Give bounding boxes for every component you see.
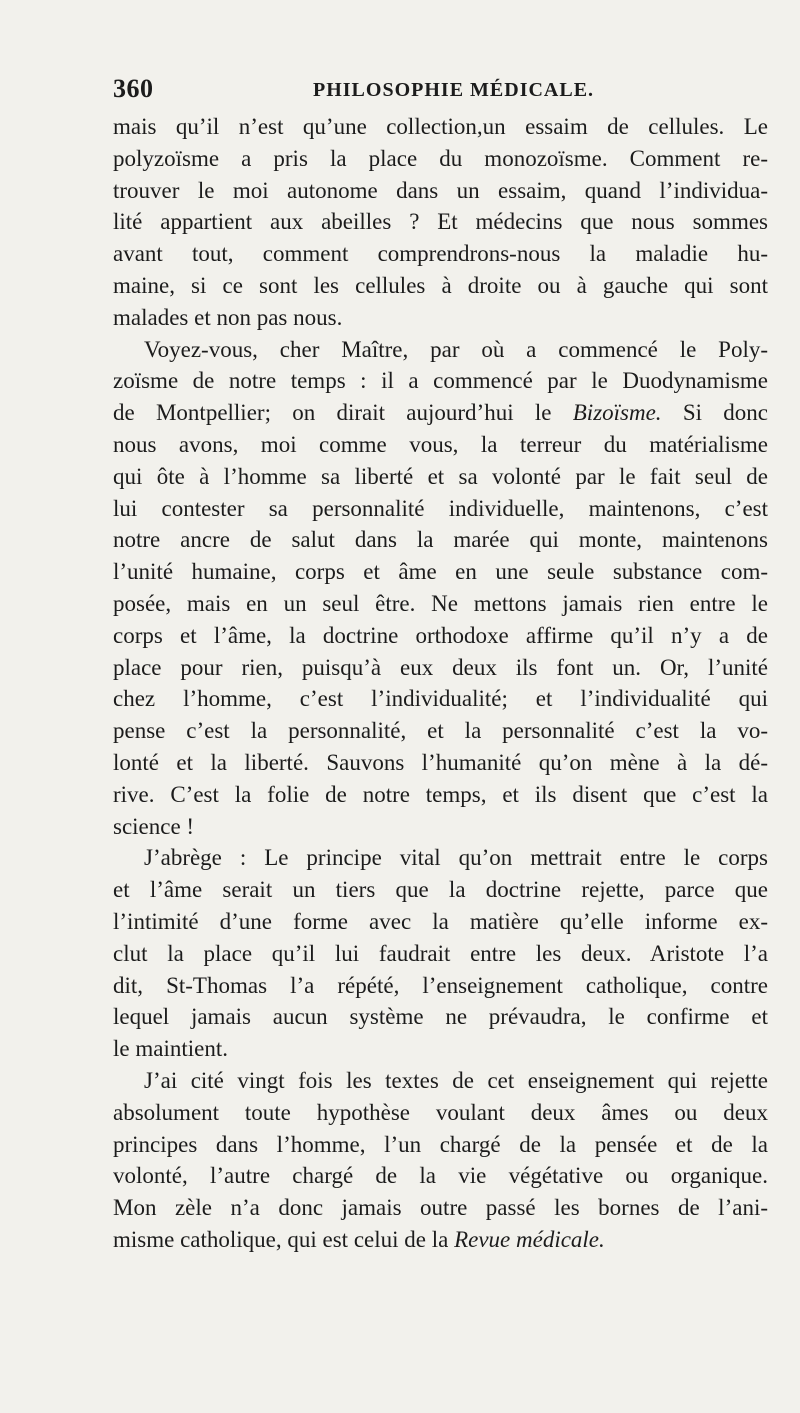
line-text-before: de Montpellier; on dirait aujourd’hui le <box>113 400 573 426</box>
text-line: lité appartient aux abeilles ? Et médecins que nous sommes <box>113 209 768 235</box>
text-line: rive. C’est la folie de notre temps, et ils disent que c’est la <box>113 781 768 807</box>
text-line: lui contester sa personnalité individuelle, maintenons, c’est <box>113 495 768 521</box>
text-line: notre ancre de salut dans la marée qui monte, maintenons <box>113 527 768 553</box>
text-line: principes dans l’homme, l’un chargé de la pensée et de la <box>113 1131 768 1157</box>
text-line: nous avons, moi comme vous, la terreur du matérialisme <box>113 431 768 457</box>
text-line: pense c’est la personnalité, et la personnalité c’est la vo- <box>113 718 768 744</box>
body-text <box>113 111 768 1256</box>
text-line: dit, St-Thomas l’a répété, l’enseignement catholique, contre <box>113 972 768 998</box>
italic-title-revue-medicale: Revue médicale. <box>454 1226 605 1252</box>
paragraph-start-line: J’ai cité vingt fois les textes de cet enseignement qui rejette <box>144 1067 768 1093</box>
paragraph-end-line: science ! <box>113 813 195 839</box>
italic-term-bizoisme: Bizoïsme. <box>572 400 662 426</box>
text-line-with-italic <box>113 1224 768 1256</box>
page-header <box>113 74 691 104</box>
text-line: clut la place qu’il lui faudrait entre les deux. Aristote l’a <box>113 940 768 966</box>
paragraph-start-line: J’abrège : Le principe vital qu’on mettrait entre le corps <box>144 845 768 871</box>
text-line: polyzoïsme a pris la place du monozoïsme. Comment re- <box>113 145 768 171</box>
paragraph-start-line: Voyez-vous, cher Maître, par où a commencé le Poly- <box>144 336 768 362</box>
text-line: Mon zèle n’a donc jamais outre passé les bornes de l’ani- <box>113 1195 768 1221</box>
text-line: trouver le moi autonome dans un essaim, quand l’individua- <box>113 177 768 203</box>
text-line: qui ôte à l’homme sa liberté et sa volonté par le fait seul de <box>113 463 768 489</box>
page-number: 360 <box>113 74 154 103</box>
text-line: avant tout, comment comprendrons-nous la maladie hu- <box>113 241 768 267</box>
text-line: corps et l’âme, la doctrine orthodoxe affirme qu’il n’y a de <box>113 622 768 648</box>
text-line: l’unité humaine, corps et âme en une seule substance com- <box>113 559 768 585</box>
running-title: PHILOSOPHIE MÉDICALE. <box>313 79 595 101</box>
text-line: et l’âme serait un tiers que la doctrine rejette, parce que <box>113 877 768 903</box>
text-line: posée, mais en un seul être. Ne mettons jamais rien entre le <box>113 590 768 616</box>
line-text-after: Si donc <box>661 400 768 426</box>
text-line-with-italic <box>113 397 768 429</box>
text-line: volonté, l’autre chargé de la vie végétative ou organique. <box>113 1163 768 1189</box>
paragraph-end-line: malades et non pas nous. <box>113 304 343 330</box>
paragraph-end-line: le maintient. <box>113 1036 228 1062</box>
text-line: place pour rien, puisqu’à eux deux ils font un. Or, l’unité <box>113 654 768 680</box>
text-line: chez l’homme, c’est l’individualité; et l’individualité qui <box>113 686 768 712</box>
text-line: maine, si ce sont les cellules à droite ou à gauche qui sont <box>113 272 768 298</box>
line-text-before: misme catholique, qui est celui de la <box>113 1226 455 1252</box>
text-line: zoïsme de notre temps : il a commencé par le Duodynamisme <box>113 368 768 394</box>
text-line: absolument toute hypothèse voulant deux âmes ou deux <box>113 1099 768 1125</box>
text-line: lequel jamais aucun système ne prévaudra, le confirme et <box>113 1004 768 1030</box>
text-line: l’intimité d’une forme avec la matière qu’elle informe ex- <box>113 908 768 934</box>
text-line: lonté et la liberté. Sauvons l’humanité qu’on mène à la dé- <box>113 749 768 775</box>
text-line: mais qu’il n’est qu’une collection,un essaim de cellules. Le <box>113 114 768 139</box>
